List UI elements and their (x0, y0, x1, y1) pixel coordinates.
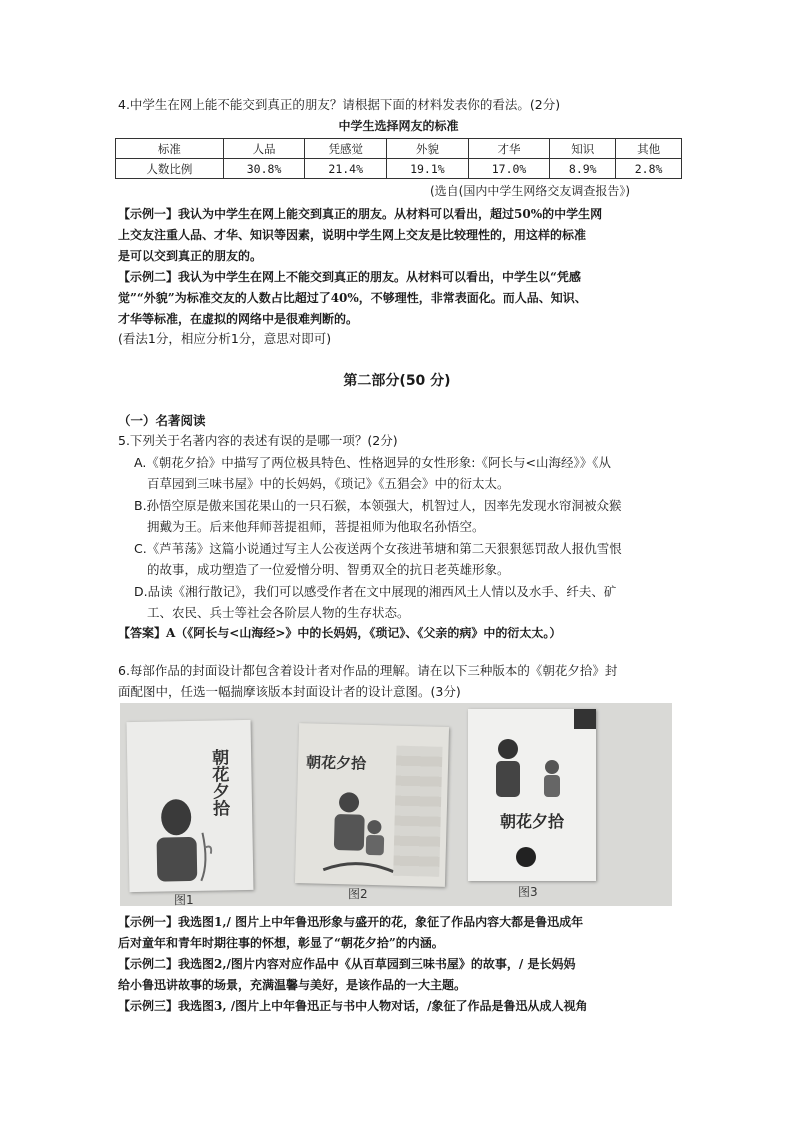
figure-label-1: 图1 (174, 893, 194, 906)
cover1-title: 朝花夕拾 (208, 748, 230, 817)
table-cell: 其他 (616, 139, 682, 159)
table-cell: 17.0% (468, 159, 550, 179)
q4-example2-line: 觉”“外貌”为标准交友的人数占比超过了40%，不够理性，非常表面化。而人品、知识、 (118, 291, 587, 305)
q5-option-b: B.孙悟空原是傲来国花果山的一只石猴，本领强大，机智过人，因率先发现水帘洞被众猴 (134, 498, 622, 513)
q5-option-b-cont: 拥戴为王。后来他拜师菩提祖师，菩提祖师为他取名孙悟空。 (147, 519, 485, 534)
q6-example3-line: 【示例三】我选图3, /图片上中年鲁迅正与书中人物对话，/象征了作品是鲁迅从成人视角 (118, 999, 588, 1013)
q4-scoring-note: (看法1分，相应分析1分，意思对即可) (118, 331, 332, 346)
q6-stem-line: 面配图中，任选一幅揣摩该版本封面设计者的设计意图。(3分) (118, 684, 461, 699)
q5-option-a: A.《朝花夕拾》中描写了两位极具特色、性格迥异的女性形象:《阿长与<山海经》》《从 (134, 455, 611, 470)
q4-example2-line: 才华等标准，在虚拟的网络中是很难判断的。 (118, 312, 359, 326)
cover2-calligraphy-background (393, 746, 442, 877)
table-cell: 外貌 (387, 139, 469, 159)
q6-example2-line: 【示例二】我选图2,/图片内容对应作品中《从百草园到三味书屋》的故事，/ 是长妈妈 (118, 957, 576, 971)
table-cell: 30.8% (223, 159, 305, 179)
q5-option-c-cont: 的故事，成功塑造了一位爱憎分明、智勇双全的抗日老英雄形象。 (147, 562, 510, 577)
cover-figure-1 (127, 720, 254, 892)
table-title: 中学生选择网友的标准 (338, 119, 459, 133)
cover3-seal-icon (516, 847, 536, 867)
table-source: (选自(国内中学生网络交友调查报告》) (430, 184, 631, 198)
figure-label-2: 图2 (348, 887, 368, 901)
table-cell: 21.4% (305, 159, 387, 179)
q5-answer: 【答案】A（《阿长与<山海经>》中的长妈妈，《琐记》、《父亲的病》中的衍太太。） (118, 626, 562, 640)
q6-example1-line: 【示例一】我选图1,/ 图片上中年鲁迅形象与盛开的花，象征了作品内容大都是鲁迅成年 (118, 915, 584, 929)
q5-stem: 5.下列关于名著内容的表述有误的是哪一项？(2分) (118, 433, 398, 448)
q6-example1-line: 后对童年和青年时期往事的怀想，彰显了“朝花夕拾”的内涵。 (118, 936, 444, 950)
q5-option-c: C.《芦苇荡》这篇小说通过写主人公夜送两个女孩进苇塘和第二天狠狠惩罚敌人报仇雪恨 (134, 541, 622, 556)
figure-label-3: 图3 (518, 885, 538, 899)
publisher-badge (574, 709, 596, 729)
cover-figure-2 (295, 723, 449, 887)
table-header-row (116, 139, 682, 159)
q4-example2-line: 【示例二】我认为中学生在网上不能交到真正的朋友。从材料可以看出，中学生以“凭感 (118, 270, 581, 284)
cover-figure-3 (468, 709, 596, 881)
q4-example1-line: 【示例一】我认为中学生在网上能交到真正的朋友。从材料可以看出，超过50%的中学生网 (118, 207, 603, 221)
cover3-title: 朝花夕拾 (499, 812, 564, 831)
table-cell: 才华 (468, 139, 550, 159)
book-covers-photo (120, 703, 672, 906)
q5-option-d: D.品读《湘行散记》，我们可以感受作者在文中展现的湘西风土人情以及水手、纤夫、矿 (134, 584, 617, 599)
friend-criteria-table (115, 138, 682, 179)
table-cell: 标准 (116, 139, 224, 159)
part-two-title: 第二部分(50 分) (343, 373, 451, 389)
luxun-figure-icon (488, 735, 574, 799)
q4-example1-line: 上交友注重人品、才华、知识等因素，说明中学生网上交友是比较理性的，用这样的标准 (118, 228, 587, 242)
table-cell: 知识 (550, 139, 616, 159)
cover2-title: 朝花夕拾 (305, 753, 367, 773)
table-cell: 19.1% (387, 159, 469, 179)
luxun-portrait-icon (142, 793, 214, 884)
table-cell: 人品 (223, 139, 305, 159)
q4-example1-line: 是可以交到真正的朋友的。 (118, 249, 263, 263)
reading-heading: （一）名著阅读 (118, 413, 206, 428)
q6-stem-line: 6.每部作品的封面设计都包含着设计者对作品的理解。请在以下三种版本的《朝花夕拾》封 (118, 663, 618, 678)
table-cell: 2.8% (616, 159, 682, 179)
table-cell: 凭感觉 (305, 139, 387, 159)
q6-example2-line: 给小鲁迅讲故事的场景，充满温馨与美好，是该作品的一大主题。 (118, 978, 467, 992)
q5-option-a-cont: 百草园到三味书屋》中的长妈妈，《琐记》《五猖会》中的衍太太。 (147, 476, 510, 491)
storytelling-scene-icon (317, 786, 399, 878)
table-cell: 人数比例 (116, 159, 224, 179)
q5-option-d-cont: 工、农民、兵士等社会各阶层人物的生存状态。 (147, 605, 410, 620)
table-cell: 8.9% (550, 159, 616, 179)
q4-stem: 4.中学生在网上能不能交到真正的朋友？请根据下面的材料发表你的看法。(2分) (118, 97, 561, 112)
table-row (116, 159, 682, 179)
